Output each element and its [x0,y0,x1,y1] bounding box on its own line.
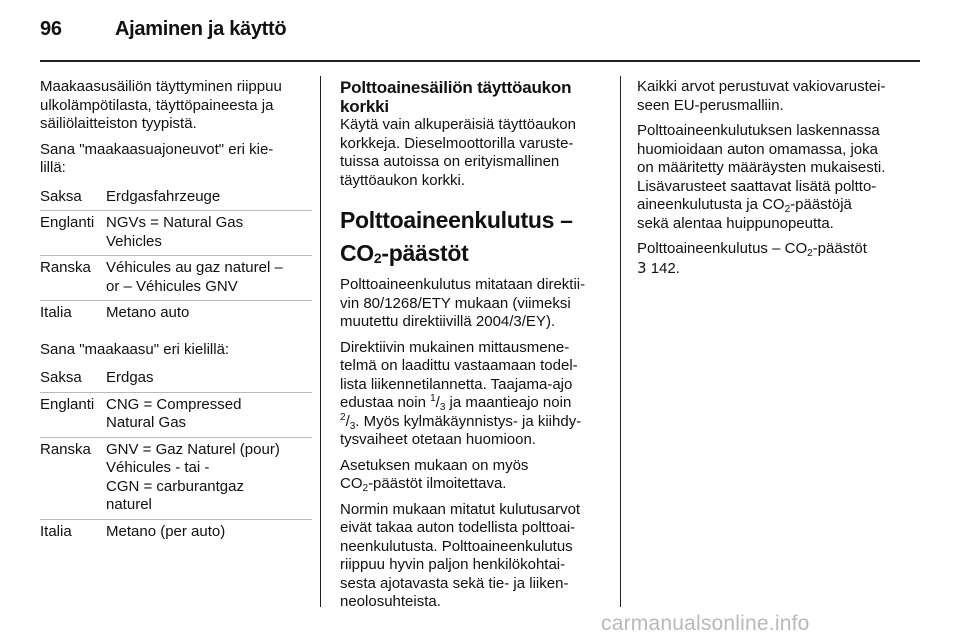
text-line: sesta ajotavasta sekä tie- ja liiken- [340,574,569,592]
term-line: Natural Gas [106,414,187,431]
language-cell: Saksa [40,187,82,205]
text-line: Sana "maakaasuajoneuvot" eri kie- [40,140,274,158]
text-line: Maakaasusäiliön täyttyminen riippuu [40,78,282,95]
reference-page: 142. [646,259,680,277]
heading-line [340,237,612,270]
text-line: Polttoaineenkulutuksen laskennassa [637,122,880,139]
language-cell: Saksa [40,369,82,386]
table-row [40,520,312,546]
watermark: carmanualsonline.info [601,612,810,635]
vehicle-names-table [40,185,312,327]
co-text: CO [340,475,363,492]
inline-text: Polttoaineenkulutus – CO [637,240,808,257]
text-line [637,196,927,215]
table-row [40,438,312,520]
subscript: 2 [362,483,369,494]
subscript: 2 [807,248,813,259]
inline-text: -päästöt [812,240,867,257]
text-line: Kaikki arvot perustuvat vakiovarustei- [637,78,886,95]
inline-text: aineenkulutusta ja CO [637,196,785,213]
text-line: korkkeja. Dieselmoottorilla varuste- [340,134,574,152]
term-cell [106,304,312,323]
column-middle [340,78,612,619]
subscript: 2 [784,204,791,215]
text-line [637,240,927,259]
text-line: seen EU-perusmalliin. [637,96,784,114]
text-line: huomioidaan auton omamassa, joka [637,140,878,158]
text-line [340,475,612,494]
page-reference-link[interactable] [637,259,927,279]
consumption-paragraph-4 [340,501,612,612]
values-paragraph [637,78,927,115]
fraction-denominator: 3 [349,420,356,432]
heading-line: korkki [340,97,389,116]
text-line: eivät takaa auton todellista polttoai- [340,519,576,536]
fraction-slash: / [435,394,440,411]
fraction-numerator: 1 [430,393,436,404]
text-line: lillä: [40,159,66,176]
inline-text: -päästöt ilmoitettava. [368,475,507,492]
text-line: telmä on laadittu vastaamaan todel- [340,357,578,374]
language-cell: Ranska [40,259,91,276]
table-row [40,185,312,212]
column-right [637,78,927,285]
reference-arrow-icon: 3 [637,258,647,277]
text-line: vin 80/1268/ETY mukaan (viimeksi [340,294,571,312]
term-cell [106,523,312,542]
heading-line: Polttoaineenkulutus – [340,207,573,233]
term-line: Metano auto [106,304,190,321]
text-line: riippuu hyvin paljon henkilökohtai- [340,556,566,573]
term-line: CNG = Compressed [106,395,242,413]
page-number: 96 [40,18,62,40]
term-line: Véhicules - tai - [106,459,210,476]
term-line: Erdgas [106,369,154,386]
header-rule [40,60,920,62]
page-header [40,18,920,60]
fraction-denominator: 3 [439,402,446,413]
text-line: Lisävarusteet saattavat lisätä poltto- [637,177,877,195]
column-left [40,78,312,559]
text-line: Direktiivin mukainen mittausmene- [340,338,570,356]
calculation-paragraph [637,122,927,233]
inline-text: ja maantieajo noin [445,394,572,411]
term-line: or – Véhicules GNV [106,277,238,295]
text-line [340,394,612,413]
text-line: tuissa autoissa on erityismallinen [340,153,560,170]
section-title: Ajaminen ja käyttö [115,18,287,40]
text-line: Normin mukaan mitatut kulutusarvot [340,500,581,518]
text-line: tysvaiheet otetaan huomioon. [340,431,536,448]
language-cell: Italia [40,304,72,321]
consumption-paragraph-1 [340,276,612,332]
table-row [40,301,312,327]
term-line: NGVs = Natural Gas [106,214,244,231]
term-cell [106,441,312,515]
vehicle-names-intro [40,141,312,178]
intro-paragraph [40,78,312,134]
heading-line: Polttoainesäiliön täyttöaukon [340,78,572,97]
column-divider-2 [620,76,621,607]
table-row [40,211,312,256]
text-line: Polttoaineenkulutus mitataan direktii- [340,276,586,293]
term-line: Metano (per auto) [106,522,226,540]
term-line: Véhicules au gaz naturel – [106,259,283,276]
cross-reference[interactable] [637,240,927,278]
text-line: ulkolämpötilasta, täyttöpaineesta ja [40,96,274,114]
term-cell [106,259,312,296]
table-row [40,366,312,393]
fraction-slash: / [345,412,350,430]
text-line: neenkulutusta. Polttoaineenkulutus [340,537,573,555]
subscript: 2 [373,250,382,266]
consumption-paragraph-3 [340,457,612,494]
text-line [340,413,612,432]
term-cell [106,214,312,251]
term-cell [106,396,312,433]
co-text: CO [340,240,374,266]
language-cell: Italia [40,522,72,540]
text-line: neolosuhteista. [340,593,441,610]
heading-rest: -päästöt [381,240,469,266]
fraction-numerator: 2 [340,411,346,423]
text-line: täyttöaukon korkki. [340,171,466,189]
text-line: lista liikennetilannetta. Taajama-ajo [340,375,573,393]
term-line: Vehicles [106,232,162,250]
inline-text: -päästöjä [790,196,852,213]
table-row [40,256,312,301]
consumption-heading [340,204,612,270]
text-line: Käytä vain alkuperäisiä täyttöaukon [340,116,576,133]
term-cell [106,369,312,388]
inline-text: . Myös kylmäkäynnistys- ja kiihdy- [355,412,582,430]
text-line: säiliölaitteiston tyypistä. [40,115,197,132]
fuel-cap-heading [340,78,612,116]
text-line: on määritetty määräysten mukaisesti. [637,159,886,176]
gas-names-intro [40,341,312,360]
column-divider-1 [320,76,321,607]
term-cell [106,188,312,207]
language-cell: Englanti [40,395,95,413]
text-line: sekä alentaa huippunopeutta. [637,214,834,232]
term-line: CGN = carburantgaz [106,477,244,495]
language-cell: Englanti [40,214,95,231]
text-line: Asetuksen mukaan on myös [340,456,529,474]
text-line: Sana "maakaasu" eri kielillä: [40,340,230,358]
inline-text: edustaa noin [340,394,431,411]
term-line: GNV = Gaz Naturel (pour) [106,440,280,458]
fuel-cap-paragraph [340,116,612,190]
consumption-paragraph-2 [340,339,612,450]
table-row [40,393,312,438]
term-line: naturel [106,496,152,513]
text-line: muutettu direktiivillä 2004/3/EY). [340,313,556,330]
gas-names-table [40,366,312,545]
term-line: Erdgasfahrzeuge [106,187,221,205]
language-cell: Ranska [40,440,91,458]
